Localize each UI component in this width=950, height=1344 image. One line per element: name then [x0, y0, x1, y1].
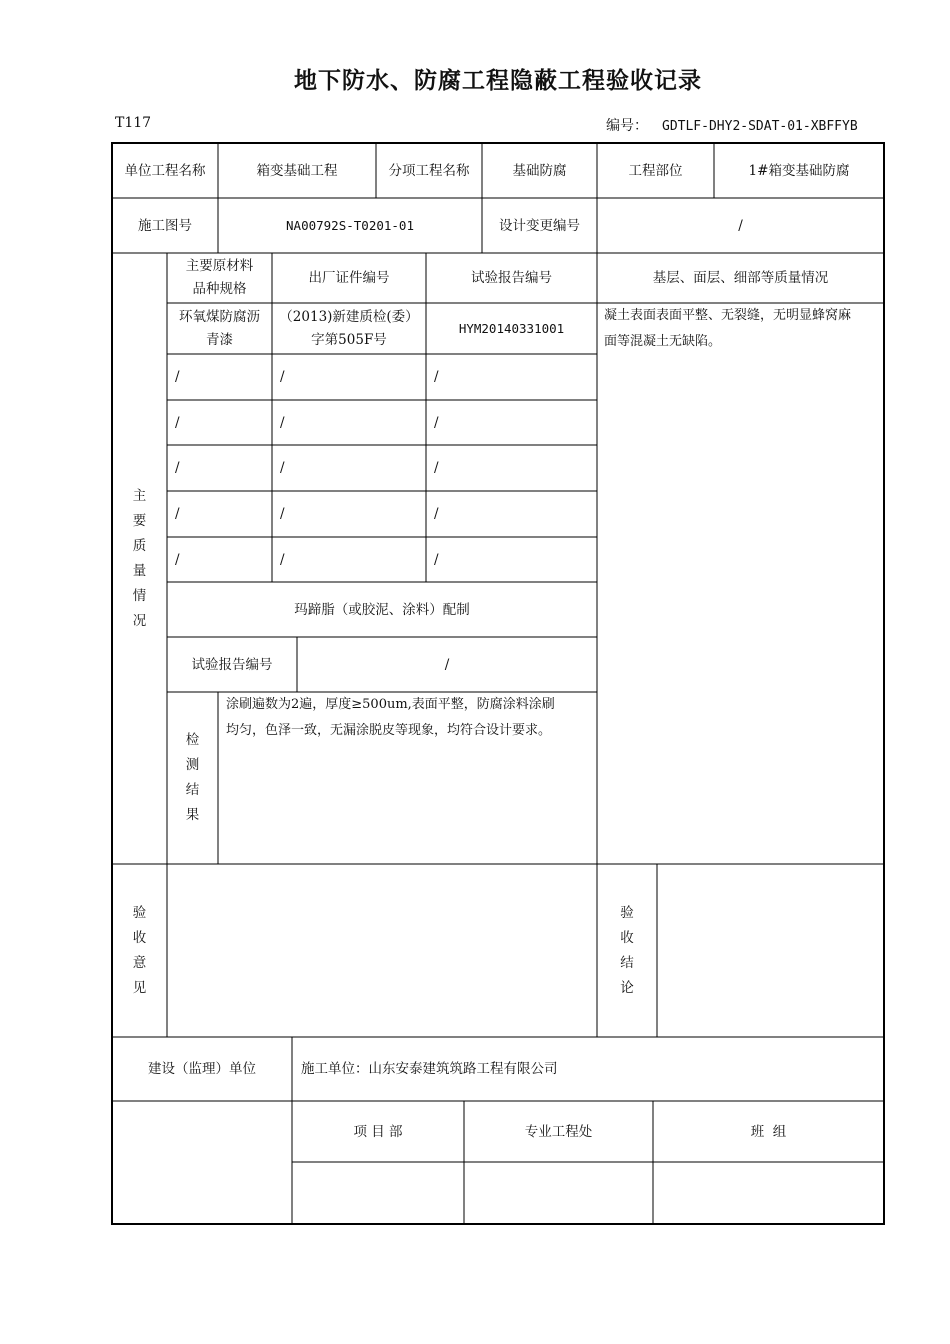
- base-quality-header: 基层、面层、细部等质量情况: [652, 270, 829, 286]
- material-name: /: [175, 460, 180, 476]
- sub-item-value: 基础防腐: [512, 162, 567, 179]
- side-char: 况: [132, 612, 147, 629]
- project-part-value: 1#箱变基础防腐: [748, 162, 850, 179]
- material-name: /: [175, 369, 180, 385]
- detect-char: 果: [185, 807, 200, 823]
- owner-supervisor-label: 建设（监理）单位: [148, 1061, 256, 1077]
- base-line: 面等混凝土无缺陷。: [604, 334, 722, 349]
- detection-result-label: [167, 692, 218, 864]
- code-value: GDTLF-DHY2-SDAT-01-XBFFYB: [662, 119, 858, 134]
- acceptance-conclusion-label: [597, 864, 657, 1037]
- header-line: 主要原材料: [185, 258, 254, 274]
- engineering-office-label: 专业工程处: [524, 1123, 593, 1140]
- acceptance-opinion-field[interactable]: [167, 864, 597, 1037]
- material-name: /: [175, 414, 180, 431]
- conclusion-char: 验: [620, 904, 634, 921]
- unit-name-label: 单位工程名称: [124, 162, 206, 179]
- material-certificate: /: [280, 460, 285, 476]
- project-department-label: 项 目 部: [353, 1123, 403, 1140]
- engineering-office-signature[interactable]: [464, 1162, 653, 1224]
- side-char: 主: [132, 487, 147, 504]
- opinion-char: 收: [132, 929, 147, 946]
- material-test-report: /: [434, 551, 439, 568]
- material-line: 青漆: [206, 331, 233, 348]
- material-certificate: /: [280, 414, 285, 431]
- material-test-report: /: [434, 369, 439, 385]
- conclusion-char: 结: [620, 954, 634, 971]
- material-line: 环氧煤防腐沥: [179, 308, 260, 325]
- side-char: 要: [132, 512, 147, 529]
- material-test-report: HYM20140331001: [458, 320, 565, 336]
- sub-item-label: 分项工程名称: [388, 162, 470, 179]
- project-department-signature[interactable]: [292, 1162, 464, 1224]
- material-name: [167, 303, 272, 354]
- certificate-line: （2013)新建质检(委）: [279, 308, 419, 325]
- detect-line: 均匀，色泽一致，无漏涂脱皮等现象，均符合设计要求。: [226, 723, 552, 738]
- mix-test-report-label: 试验报告编号: [191, 656, 273, 673]
- material-name: /: [175, 551, 180, 568]
- acceptance-opinion-label: [112, 864, 167, 1037]
- material-certificate: /: [280, 551, 285, 568]
- detection-result-text: [226, 692, 592, 864]
- owner-signature-field[interactable]: [112, 1101, 292, 1224]
- contractor-label: 施工单位：山东安泰建筑筑路工程有限公司: [301, 1061, 558, 1077]
- form-number: T117: [115, 115, 152, 131]
- drawing-number-value: NA00792S-T0201-01: [286, 217, 414, 233]
- page-title: 地下防水、防腐工程隐蔽工程验收记录: [294, 67, 702, 94]
- team-label: 班 组: [750, 1123, 787, 1140]
- material-certificate: /: [280, 506, 285, 522]
- main-quality-side-label: [112, 253, 167, 864]
- material-name: /: [175, 506, 180, 522]
- opinion-char: 验: [132, 904, 147, 921]
- material-test-report: /: [434, 460, 439, 476]
- opinion-char: 意: [132, 954, 147, 971]
- side-char: 情: [132, 587, 147, 604]
- detect-char: 测: [185, 757, 200, 773]
- design-change-label: 设计变更编号: [499, 217, 580, 234]
- side-char: 量: [132, 562, 147, 579]
- base-line: 凝土表面表面平整、无裂缝，无明显蜂窝麻: [604, 308, 852, 323]
- side-char: 质: [132, 537, 147, 554]
- conclusion-char: 论: [620, 979, 634, 996]
- code-label: 编号：: [606, 118, 648, 134]
- material-certificate: /: [280, 369, 285, 385]
- header-line: 品种规格: [192, 281, 247, 297]
- unit-name-value: 箱变基础工程: [256, 162, 338, 179]
- material-test-report: /: [434, 414, 439, 431]
- material-test-report: /: [434, 506, 439, 522]
- material-spec-header: [167, 253, 272, 303]
- test-report-number-header: 试验报告编号: [471, 270, 552, 286]
- opinion-char: 见: [132, 979, 147, 996]
- project-part-label: 工程部位: [628, 162, 683, 179]
- mix-test-report-value: /: [444, 656, 450, 673]
- drawing-number-label: 施工图号: [138, 217, 192, 234]
- detect-char: 结: [185, 782, 200, 798]
- mastic-preparation-label: 玛蹄脂（或胶泥、涂料）配制: [294, 601, 470, 618]
- detect-char: 检: [185, 732, 200, 748]
- detect-line: 涂刷遍数为2遍，厚度≥500um,表面平整，防腐涂料涂刷: [226, 697, 555, 712]
- certificate-line: 字第505F号: [311, 331, 387, 348]
- acceptance-conclusion-field[interactable]: [657, 864, 884, 1037]
- certificate-number-header: 出厂证件编号: [308, 270, 390, 286]
- base-quality-text: [604, 303, 882, 864]
- conclusion-char: 收: [620, 929, 634, 946]
- team-signature[interactable]: [653, 1162, 884, 1224]
- design-change-value: /: [738, 217, 743, 234]
- material-certificate: [272, 303, 426, 354]
